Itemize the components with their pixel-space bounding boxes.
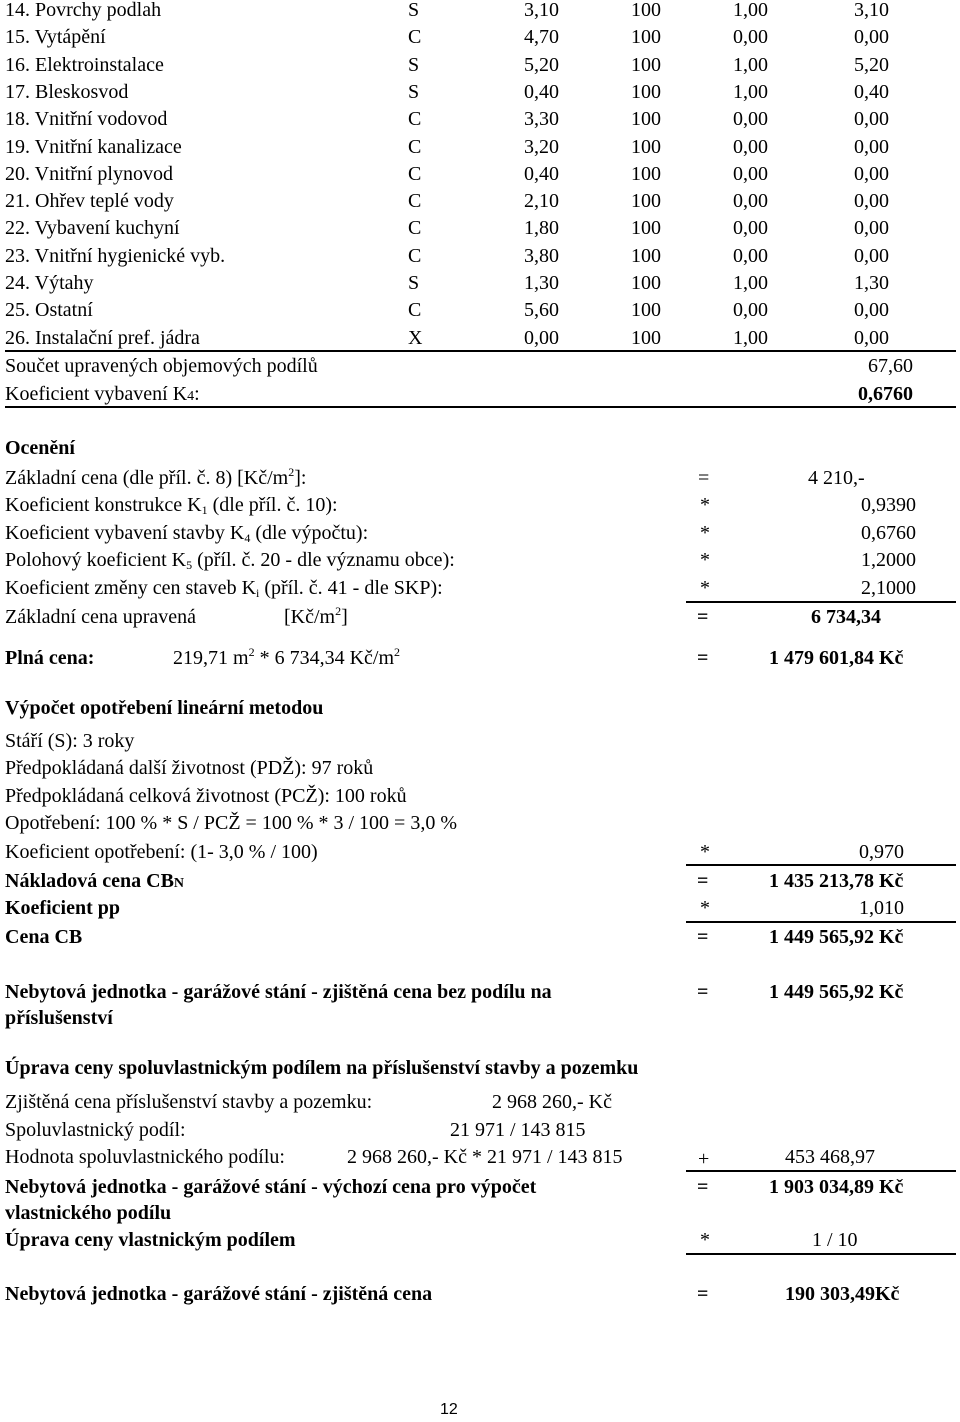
row-adjusted-share: 0,00 (854, 244, 889, 267)
row-code: C (408, 162, 422, 185)
row-adjusted-share: 1,30 (854, 272, 889, 294)
full-price-calc: 219,71 $m^2 * 6$ 734,34 $Kč/m^2$ (173, 645, 400, 669)
start-price-label: Nebytová jednotka - garážové stání - výchozí cena pro výpočet (5, 1176, 537, 1198)
pp-label: Koeficient pp (5, 897, 120, 919)
adjusted-price-unit: $[Kč/m^2]$ (284, 604, 348, 628)
garage-price-label: Nebytová jednotka - garážové stání - zjištěná cena bez podílu na (5, 981, 552, 1003)
start-price-op: = (697, 1176, 709, 1198)
row-percent: 100 (631, 272, 661, 294)
row-coefficient: 0,00 (733, 299, 768, 322)
row-adjusted-share: 0,00 (854, 326, 889, 349)
cbn-value: 1 435 213,78 Kč (769, 870, 904, 892)
row-adjusted-share: 0,00 (854, 135, 889, 158)
row-name: 20. Vnitřní plynovod (5, 162, 173, 185)
row-code: S (408, 272, 420, 294)
row-code: C (408, 217, 422, 240)
row-percent: 100 (631, 0, 661, 21)
row-name: 21. Ohřev teplé vody (5, 190, 174, 213)
depreciation-coef-op: * (700, 841, 710, 863)
cbn-label: Nákladová cena CBN (5, 870, 185, 892)
row-adjusted-share: 0,00 (854, 108, 889, 131)
row-code: X (408, 326, 423, 349)
co-ownership-value: 21 971 / 143 815 (450, 1119, 586, 1141)
garage-price-value: 1 449 565,92 Kč (769, 981, 904, 1003)
k4-label: Koeficient vybavení K4: (5, 383, 200, 405)
share-value-result: 453 468,97 (785, 1146, 875, 1168)
row-adjusted-share: 0,00 (854, 190, 889, 213)
adjusted-price-op: = (697, 606, 709, 628)
adjusted-price-label: Základní cena upravená (5, 606, 197, 628)
divider (5, 350, 956, 352)
k1-label: Koeficient konstrukce $K_1$ (dle příl. č. 10): (5, 494, 338, 517)
divider (686, 1170, 956, 1172)
row-coefficient: 1,00 (733, 53, 768, 76)
row-name: 26. Instalační pref. jádra (5, 326, 200, 349)
row-coefficient: 0,00 (733, 217, 768, 240)
ownership-adjust-value: 1 / 10 (812, 1229, 858, 1251)
row-percent: 100 (631, 190, 661, 213)
row-percent: 100 (631, 108, 661, 131)
divider (5, 406, 956, 408)
row-percent: 100 (631, 26, 661, 49)
cb-value: 1 449 565,92 Kč (769, 926, 904, 948)
ki-op: * (700, 577, 710, 599)
row-code: C (408, 244, 422, 267)
row-code: S (408, 0, 420, 21)
row-code: C (408, 135, 422, 158)
k4-value: 0,6760 (858, 383, 913, 405)
row-percent: 100 (631, 135, 661, 158)
row-coefficient: 0,00 (733, 26, 768, 49)
final-price-op: = (697, 1283, 709, 1305)
ownership-adjust-op: * (700, 1229, 710, 1251)
row-coefficient: 1,00 (733, 272, 768, 294)
row-percent: 100 (631, 53, 661, 76)
row-adjusted-share: 0,00 (854, 217, 889, 240)
pp-op: * (700, 897, 710, 919)
k1-op: * (700, 494, 710, 516)
row-percent: 100 (631, 326, 661, 349)
adjusted-price-value: 6 734,34 (811, 606, 881, 628)
row-coefficient: 1,00 (733, 80, 768, 103)
cb-label: Cena CB (5, 926, 83, 948)
row-share: 4,70 (524, 26, 559, 49)
row-share: 1,30 (524, 272, 559, 294)
row-percent: 100 (631, 162, 661, 185)
k4-row-value: 0,6760 (861, 522, 916, 544)
divider (686, 601, 956, 603)
row-share: 5,20 (524, 53, 559, 76)
share-value-op: + (698, 1148, 710, 1170)
k4-op: * (700, 522, 710, 544)
ki-value: 2,1000 (861, 577, 916, 599)
row-code: C (408, 108, 422, 131)
row-name: 17. Bleskosvod (5, 80, 129, 103)
row-share: 2,10 (524, 190, 559, 213)
row-coefficient: 1,00 (733, 0, 768, 21)
section-heading: Ocenění (5, 437, 75, 459)
row-name: 23. Vnitřní hygienické vyb. (5, 244, 226, 267)
row-adjusted-share: 0,40 (854, 80, 889, 103)
row-share: 3,10 (524, 0, 559, 21)
row-coefficient: 0,00 (733, 244, 768, 267)
row-share: 0,00 (524, 326, 559, 349)
final-price-value: 190 303,49Kč (785, 1283, 900, 1305)
row-name: 24. Výtahy (5, 272, 94, 294)
row-adjusted-share: 5,20 (854, 53, 889, 76)
row-share: 3,80 (524, 244, 559, 267)
garage-price-op: = (697, 981, 709, 1003)
sum-value: 67,60 (868, 355, 913, 377)
row-coefficient: 0,00 (733, 162, 768, 185)
row-adjusted-share: 0,00 (854, 299, 889, 322)
page-number: 12 (440, 1401, 458, 1418)
row-code: C (408, 26, 422, 49)
row-adjusted-share: 0,00 (854, 26, 889, 49)
k4-row-label: Koeficient vybavení stavby $K_4$ (dle výpočtu): (5, 522, 369, 545)
depreciation-heading: Výpočet opotřebení lineární metodou (5, 697, 324, 719)
share-value-calc: 2 968 260,- Kč * 21 971 / 143 815 (347, 1146, 623, 1168)
row-percent: 100 (631, 80, 661, 103)
row-coefficient: 0,00 (733, 135, 768, 158)
row-name: 19. Vnitřní kanalizace (5, 135, 182, 158)
k5-op: * (700, 549, 710, 571)
row-code: S (408, 80, 420, 103)
base-price-label: Základní cena (dle příl. č. 8) $[Kč/m^2]$: (5, 465, 307, 489)
row-name: 14. Povrchy podlah (5, 0, 162, 21)
accessory-price-value: 2 968 260,- Kč (492, 1091, 612, 1113)
garage-price-label-cont: příslušenství (5, 1007, 113, 1029)
total-life-text: Předpokládaná celková životnost (PCŽ): 100 roků (5, 785, 407, 807)
row-coefficient: 1,00 (733, 326, 768, 349)
row-code: S (408, 53, 420, 76)
row-percent: 100 (631, 299, 661, 322)
depreciation-coef-label: Koeficient opotřebení: (1- 3,0 % / 100) (5, 841, 318, 863)
row-code: C (408, 299, 422, 322)
row-share: 3,20 (524, 135, 559, 158)
full-price-value: 1 479 601,84 Kč (769, 647, 904, 669)
row-adjusted-share: 3,10 (854, 0, 889, 21)
row-adjusted-share: 0,00 (854, 162, 889, 185)
row-code: C (408, 190, 422, 213)
row-coefficient: 0,00 (733, 190, 768, 213)
ownership-adjust-label: Úprava ceny vlastnickým podílem (5, 1229, 296, 1251)
divider (686, 1253, 956, 1255)
base-price-op: = (698, 467, 710, 489)
row-share: 1,80 (524, 217, 559, 240)
k5-value: 1,2000 (861, 549, 916, 571)
row-name: 25. Ostatní (5, 299, 93, 322)
ki-label: Koeficient změny cen staveb $K_i$ (příl. č. 41 - dle SKP): (5, 577, 443, 600)
remaining-life-text: Předpokládaná další životnost (PDŽ): 97 roků (5, 757, 374, 779)
full-price-label: Plná cena: (5, 647, 95, 669)
row-percent: 100 (631, 217, 661, 240)
share-value-label: Hodnota spoluvlastnického podílu: (5, 1146, 285, 1168)
divider (686, 864, 956, 866)
full-price-op: = (697, 647, 709, 669)
row-percent: 100 (631, 244, 661, 267)
row-name: 15. Vytápění (5, 26, 106, 49)
start-price-label-cont: vlastnického podílu (5, 1202, 172, 1224)
row-name: 22. Vybavení kuchyní (5, 217, 180, 240)
age-text: Stáří (S): 3 roky (5, 730, 135, 752)
co-ownership-label: Spoluvlastnický podíl: (5, 1119, 186, 1141)
k5-label: Polohový koeficient $K_5$ (příl. č. 20 - dle významu obce): (5, 549, 455, 572)
divider (686, 921, 956, 923)
cbn-op: = (697, 870, 709, 892)
row-share: 0,40 (524, 162, 559, 185)
k1-value: 0,9390 (861, 494, 916, 516)
accessory-price-label: Zjištěná cena příslušenství stavby a pozemku: (5, 1091, 373, 1113)
row-name: 16. Elektroinstalace (5, 53, 164, 76)
cb-op: = (697, 926, 709, 948)
depreciation-coef-value: 0,970 (859, 841, 904, 863)
row-share: 0,40 (524, 80, 559, 103)
base-price-value: 4 210,- (808, 467, 865, 489)
final-price-label: Nebytová jednotka - garážové stání - zjištěná cena (5, 1283, 433, 1305)
accessory-heading: Úprava ceny spoluvlastnickým podílem na příslušenství stavby a pozemku (5, 1057, 639, 1079)
row-coefficient: 0,00 (733, 108, 768, 131)
row-share: 5,60 (524, 299, 559, 322)
depreciation-formula: Opotřebení: 100 % * S / PCŽ = 100 % * 3 / 100 = 3,0 % (5, 812, 457, 834)
start-price-value: 1 903 034,89 Kč (769, 1176, 904, 1198)
sum-label: Součet upravených objemových podílů (5, 355, 318, 377)
row-share: 3,30 (524, 108, 559, 131)
pp-value: 1,010 (859, 897, 904, 919)
row-name: 18. Vnitřní vodovod (5, 108, 168, 131)
